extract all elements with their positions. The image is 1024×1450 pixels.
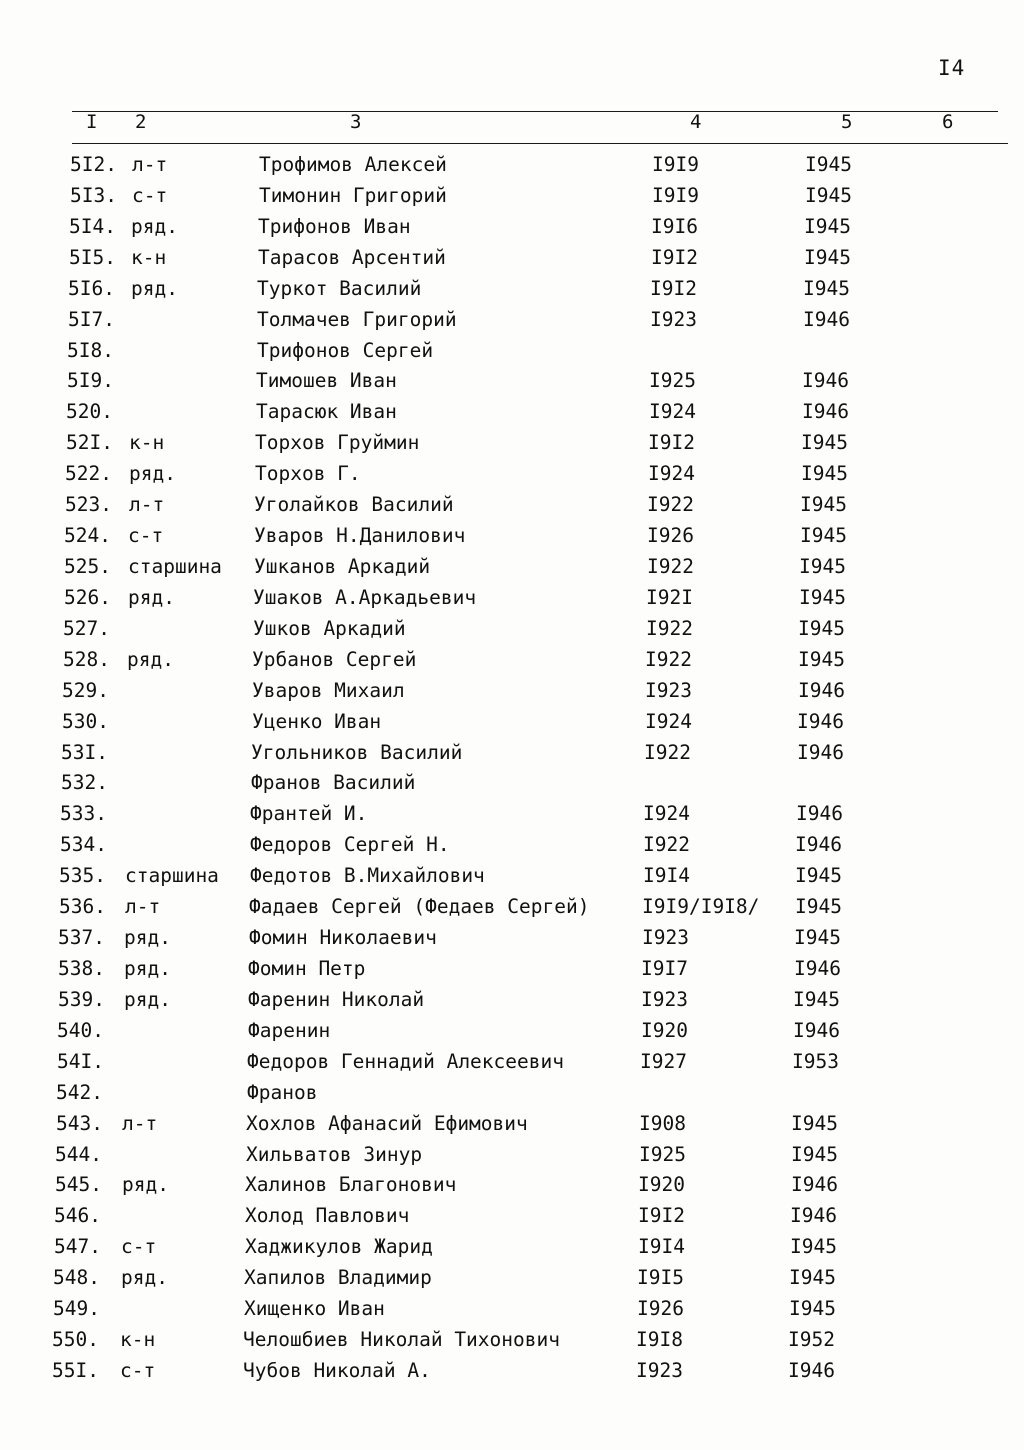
row-rank: с-т: [128, 524, 164, 547]
table-row: [0, 1047, 1024, 1077]
row-rank: ряд.: [127, 648, 174, 671]
row-year: I945: [790, 1235, 837, 1258]
row-birth-year: I9I4: [638, 1235, 685, 1258]
row-birth-year: I9I6: [651, 215, 698, 238]
row-name: Тимошев Иван: [256, 369, 397, 392]
row-name: Тарасюк Иван: [256, 400, 397, 423]
header-bottom-rule: [72, 143, 1008, 144]
row-name: Ушканов Аркадий: [254, 555, 431, 578]
header-top-rule: [72, 111, 998, 112]
row-year: I945: [805, 184, 852, 207]
table-row: [0, 1201, 1024, 1231]
row-number: 532.: [61, 771, 108, 794]
table-row: [0, 243, 1024, 273]
row-birth-year: I9I8: [636, 1328, 683, 1351]
row-number: 54I.: [57, 1050, 104, 1073]
row-year: I946: [791, 1173, 838, 1196]
row-name: Чубов Николай А.: [243, 1359, 431, 1382]
table-row: [0, 799, 1024, 829]
row-number: 539.: [58, 988, 105, 1011]
row-number: 548.: [53, 1266, 100, 1289]
row-birth-year: I926: [647, 524, 694, 547]
row-number: 549.: [53, 1297, 100, 1320]
column-header-5: 5: [841, 111, 853, 133]
row-name: Фомин Николаевич: [249, 926, 437, 949]
row-name: Франов: [247, 1081, 318, 1104]
row-year: I945: [805, 153, 852, 176]
row-birth-year: I922: [647, 555, 694, 578]
row-number: 542.: [56, 1081, 103, 1104]
row-number: 536.: [59, 895, 106, 918]
row-number: 546.: [54, 1204, 101, 1227]
row-name: Федотов В.Михайлович: [250, 864, 485, 887]
table-row: [0, 985, 1024, 1015]
row-year: I946: [793, 1019, 840, 1042]
row-birth-year: I922: [643, 833, 690, 856]
table-row: [0, 521, 1024, 551]
row-rank: с-т: [121, 1235, 157, 1258]
row-name: Трофимов Алексей: [259, 153, 447, 176]
row-name: Трифонов Сергей: [257, 339, 434, 362]
row-rank: с-т: [132, 184, 168, 207]
table-row: [0, 150, 1024, 180]
row-name: Хаджикулов Жарид: [245, 1235, 433, 1258]
row-year: I945: [798, 648, 845, 671]
table-row: [0, 954, 1024, 984]
row-year: I945: [791, 1143, 838, 1166]
row-name: Челошбиев Николай Тихонович: [243, 1328, 560, 1351]
row-birth-year: I9I9: [652, 184, 699, 207]
row-name: Уваров Михаил: [252, 679, 405, 702]
row-name: Уваров Н.Данилович: [254, 524, 466, 547]
row-number: 534.: [60, 833, 107, 856]
table-row: [0, 1140, 1024, 1170]
row-name: Франтей И.: [250, 802, 368, 825]
row-year: I946: [797, 741, 844, 764]
row-year: I945: [801, 462, 848, 485]
row-name: Тарасов Арсентий: [258, 246, 446, 269]
row-number: 529.: [62, 679, 109, 702]
table-row: [0, 397, 1024, 427]
row-birth-year: I925: [649, 369, 696, 392]
table-row: [0, 1263, 1024, 1293]
row-rank: к-н: [131, 246, 167, 269]
row-name: Федоров Сергей Н.: [250, 833, 450, 856]
column-header-3: 3: [350, 111, 362, 133]
table-row: [0, 1356, 1024, 1386]
row-birth-year: I920: [641, 1019, 688, 1042]
row-number: 537.: [58, 926, 105, 949]
row-name: Франов Василий: [251, 771, 416, 794]
row-rank: ряд.: [121, 1266, 168, 1289]
row-year: I946: [796, 802, 843, 825]
row-number: 523.: [65, 493, 112, 516]
row-number: 5I2.: [70, 153, 117, 176]
row-year: I945: [791, 1112, 838, 1135]
row-name: Урбанов Сергей: [252, 648, 417, 671]
row-birth-year: I9I2: [650, 277, 697, 300]
table-row: [0, 583, 1024, 613]
row-number: 5I3.: [70, 184, 117, 207]
table-row: [0, 1078, 1024, 1108]
table-row: [0, 1325, 1024, 1355]
row-rank: старшина: [128, 555, 222, 578]
row-name: Холод Павлович: [245, 1204, 410, 1227]
row-birth-year: I924: [643, 802, 690, 825]
table-row: [0, 1109, 1024, 1139]
row-rank: ряд.: [124, 957, 171, 980]
column-header-6: 6: [942, 111, 954, 133]
row-birth-year: I9I9: [652, 153, 699, 176]
row-number: 538.: [58, 957, 105, 980]
table-row: [0, 274, 1024, 304]
row-name: Фадаев Сергей (Федаев Сергей): [249, 895, 590, 918]
row-number: 5I8.: [67, 339, 114, 362]
row-year: I946: [803, 308, 850, 331]
column-header-2: 2: [135, 111, 147, 133]
row-birth-year: I9I2: [651, 246, 698, 269]
row-rank: л-т: [132, 153, 168, 176]
row-number: 540.: [57, 1019, 104, 1042]
row-birth-year: I920: [638, 1173, 685, 1196]
row-birth-year: I9I2: [638, 1204, 685, 1227]
row-rank: л-т: [125, 895, 161, 918]
row-year: I945: [789, 1266, 836, 1289]
row-birth-year: I923: [645, 679, 692, 702]
row-rank: ряд.: [124, 988, 171, 1011]
row-name: Тимонин Григорий: [259, 184, 447, 207]
row-name: Хохлов Афанасий Ефимович: [246, 1112, 528, 1135]
row-year: I946: [797, 710, 844, 733]
row-rank: ряд.: [128, 586, 175, 609]
table-row: [0, 1232, 1024, 1262]
row-number: 55I.: [52, 1359, 99, 1382]
table-row: [0, 830, 1024, 860]
row-number: 526.: [64, 586, 111, 609]
row-rank: с-т: [120, 1359, 156, 1382]
row-birth-year: I922: [644, 741, 691, 764]
row-number: 5I7.: [68, 308, 115, 331]
column-header-4: 4: [690, 111, 702, 133]
table-row: [0, 1170, 1024, 1200]
row-rank: л-т: [129, 493, 165, 516]
row-year: I945: [798, 617, 845, 640]
row-birth-year: I923: [650, 308, 697, 331]
table-row: [0, 738, 1024, 768]
row-name: Ушков Аркадий: [253, 617, 406, 640]
row-number: 52I.: [66, 431, 113, 454]
row-name: Фомин Петр: [248, 957, 366, 980]
row-name: Федоров Геннадий Алексеевич: [247, 1050, 564, 1073]
row-number: 543.: [56, 1112, 103, 1135]
row-rank: ряд.: [124, 926, 171, 949]
row-birth-year: I925: [639, 1143, 686, 1166]
row-name: Уголайков Василий: [254, 493, 454, 516]
row-year: I945: [800, 493, 847, 516]
column-header-1: I: [86, 111, 98, 133]
row-year: I946: [788, 1359, 835, 1382]
row-name: Трифонов Иван: [258, 215, 411, 238]
row-rank: к-н: [129, 431, 165, 454]
row-name: Ушаков А.Аркадьевич: [253, 586, 477, 609]
row-year: I945: [804, 215, 851, 238]
row-year: I945: [794, 926, 841, 949]
row-number: 53I.: [61, 741, 108, 764]
row-number: 545.: [55, 1173, 102, 1196]
row-number: 530.: [62, 710, 109, 733]
row-year: I952: [788, 1328, 835, 1351]
row-rank: ряд.: [131, 215, 178, 238]
page-number: I4: [938, 56, 966, 80]
table-row: [0, 614, 1024, 644]
row-rank: л-т: [122, 1112, 158, 1135]
row-name: Халинов Благонович: [245, 1173, 457, 1196]
row-rank: ряд.: [131, 277, 178, 300]
row-number: 550.: [52, 1328, 99, 1351]
table-row: [0, 707, 1024, 737]
row-name: Толмачев Григорий: [257, 308, 457, 331]
table-row: [0, 305, 1024, 335]
row-year: I946: [794, 957, 841, 980]
row-birth-year: I922: [645, 648, 692, 671]
row-birth-year: I9I2: [648, 431, 695, 454]
row-number: 544.: [55, 1143, 102, 1166]
row-number: 5I5.: [69, 246, 116, 269]
row-birth-year: I923: [642, 926, 689, 949]
row-birth-year: I9I7: [641, 957, 688, 980]
row-birth-year: I923: [641, 988, 688, 1011]
row-year: I945: [803, 277, 850, 300]
table-row: [0, 1016, 1024, 1046]
table-row: [0, 923, 1024, 953]
row-name: Фаренин: [248, 1019, 331, 1042]
row-number: 522.: [65, 462, 112, 485]
row-year: I946: [798, 679, 845, 702]
table-row: [0, 181, 1024, 211]
table-row: [0, 212, 1024, 242]
row-year: I945: [804, 246, 851, 269]
row-number: 5I9.: [67, 369, 114, 392]
row-name: Торхов Груймин: [255, 431, 420, 454]
row-birth-year: I926: [637, 1297, 684, 1320]
row-name: Хильватов Зинур: [246, 1143, 423, 1166]
row-number: 547.: [54, 1235, 101, 1258]
row-birth-year: I9I4: [643, 864, 690, 887]
row-year: I946: [802, 400, 849, 423]
row-name: Угольников Василий: [251, 741, 463, 764]
row-birth-year: I924: [645, 710, 692, 733]
row-name: Фаренин Николай: [248, 988, 425, 1011]
row-year: I953: [792, 1050, 839, 1073]
row-year: I945: [795, 864, 842, 887]
table-row: [0, 645, 1024, 675]
row-number: 533.: [60, 802, 107, 825]
row-birth-year: I924: [649, 400, 696, 423]
table-row: [0, 1294, 1024, 1324]
row-birth-year: I923: [636, 1359, 683, 1382]
row-birth-year: I92I: [646, 586, 693, 609]
row-year: I945: [795, 895, 842, 918]
table-row: [0, 861, 1024, 891]
row-rank: ряд.: [129, 462, 176, 485]
row-number: 535.: [59, 864, 106, 887]
table-row: [0, 892, 1024, 922]
row-number: 527.: [63, 617, 110, 640]
row-year: I945: [789, 1297, 836, 1320]
row-year: I946: [802, 369, 849, 392]
row-birth-year: I9I5: [637, 1266, 684, 1289]
row-name: Торхов Г.: [255, 462, 361, 485]
table-row: [0, 490, 1024, 520]
row-number: 5I6.: [68, 277, 115, 300]
row-number: 520.: [66, 400, 113, 423]
row-name: Уценко Иван: [252, 710, 382, 733]
table-row: [0, 459, 1024, 489]
row-number: 525.: [64, 555, 111, 578]
row-year: I945: [800, 524, 847, 547]
row-rank: ряд.: [122, 1173, 169, 1196]
table-row: [0, 552, 1024, 582]
row-rank: к-н: [120, 1328, 156, 1351]
row-name: Хищенко Иван: [244, 1297, 385, 1320]
row-birth-year: I908: [639, 1112, 686, 1135]
row-year: I946: [795, 833, 842, 856]
row-birth-year: I927: [640, 1050, 687, 1073]
row-year: I945: [799, 555, 846, 578]
table-row: [0, 366, 1024, 396]
row-name: Хапилов Владимир: [244, 1266, 432, 1289]
row-rank: старшина: [125, 864, 219, 887]
row-year: I945: [799, 586, 846, 609]
table-row: [0, 676, 1024, 706]
row-year: I945: [801, 431, 848, 454]
row-number: 528.: [63, 648, 110, 671]
row-birth-year: I922: [647, 493, 694, 516]
row-birth-year: I922: [646, 617, 693, 640]
table-row: [0, 336, 1024, 366]
table-row: [0, 768, 1024, 798]
row-birth-year: I9I9/I9I8/: [642, 895, 760, 918]
row-number: 5I4.: [69, 215, 116, 238]
row-year: I945: [793, 988, 840, 1011]
row-year: I946: [790, 1204, 837, 1227]
row-birth-year: I924: [648, 462, 695, 485]
table-row: [0, 428, 1024, 458]
row-name: Туркот Василий: [257, 277, 422, 300]
row-number: 524.: [64, 524, 111, 547]
